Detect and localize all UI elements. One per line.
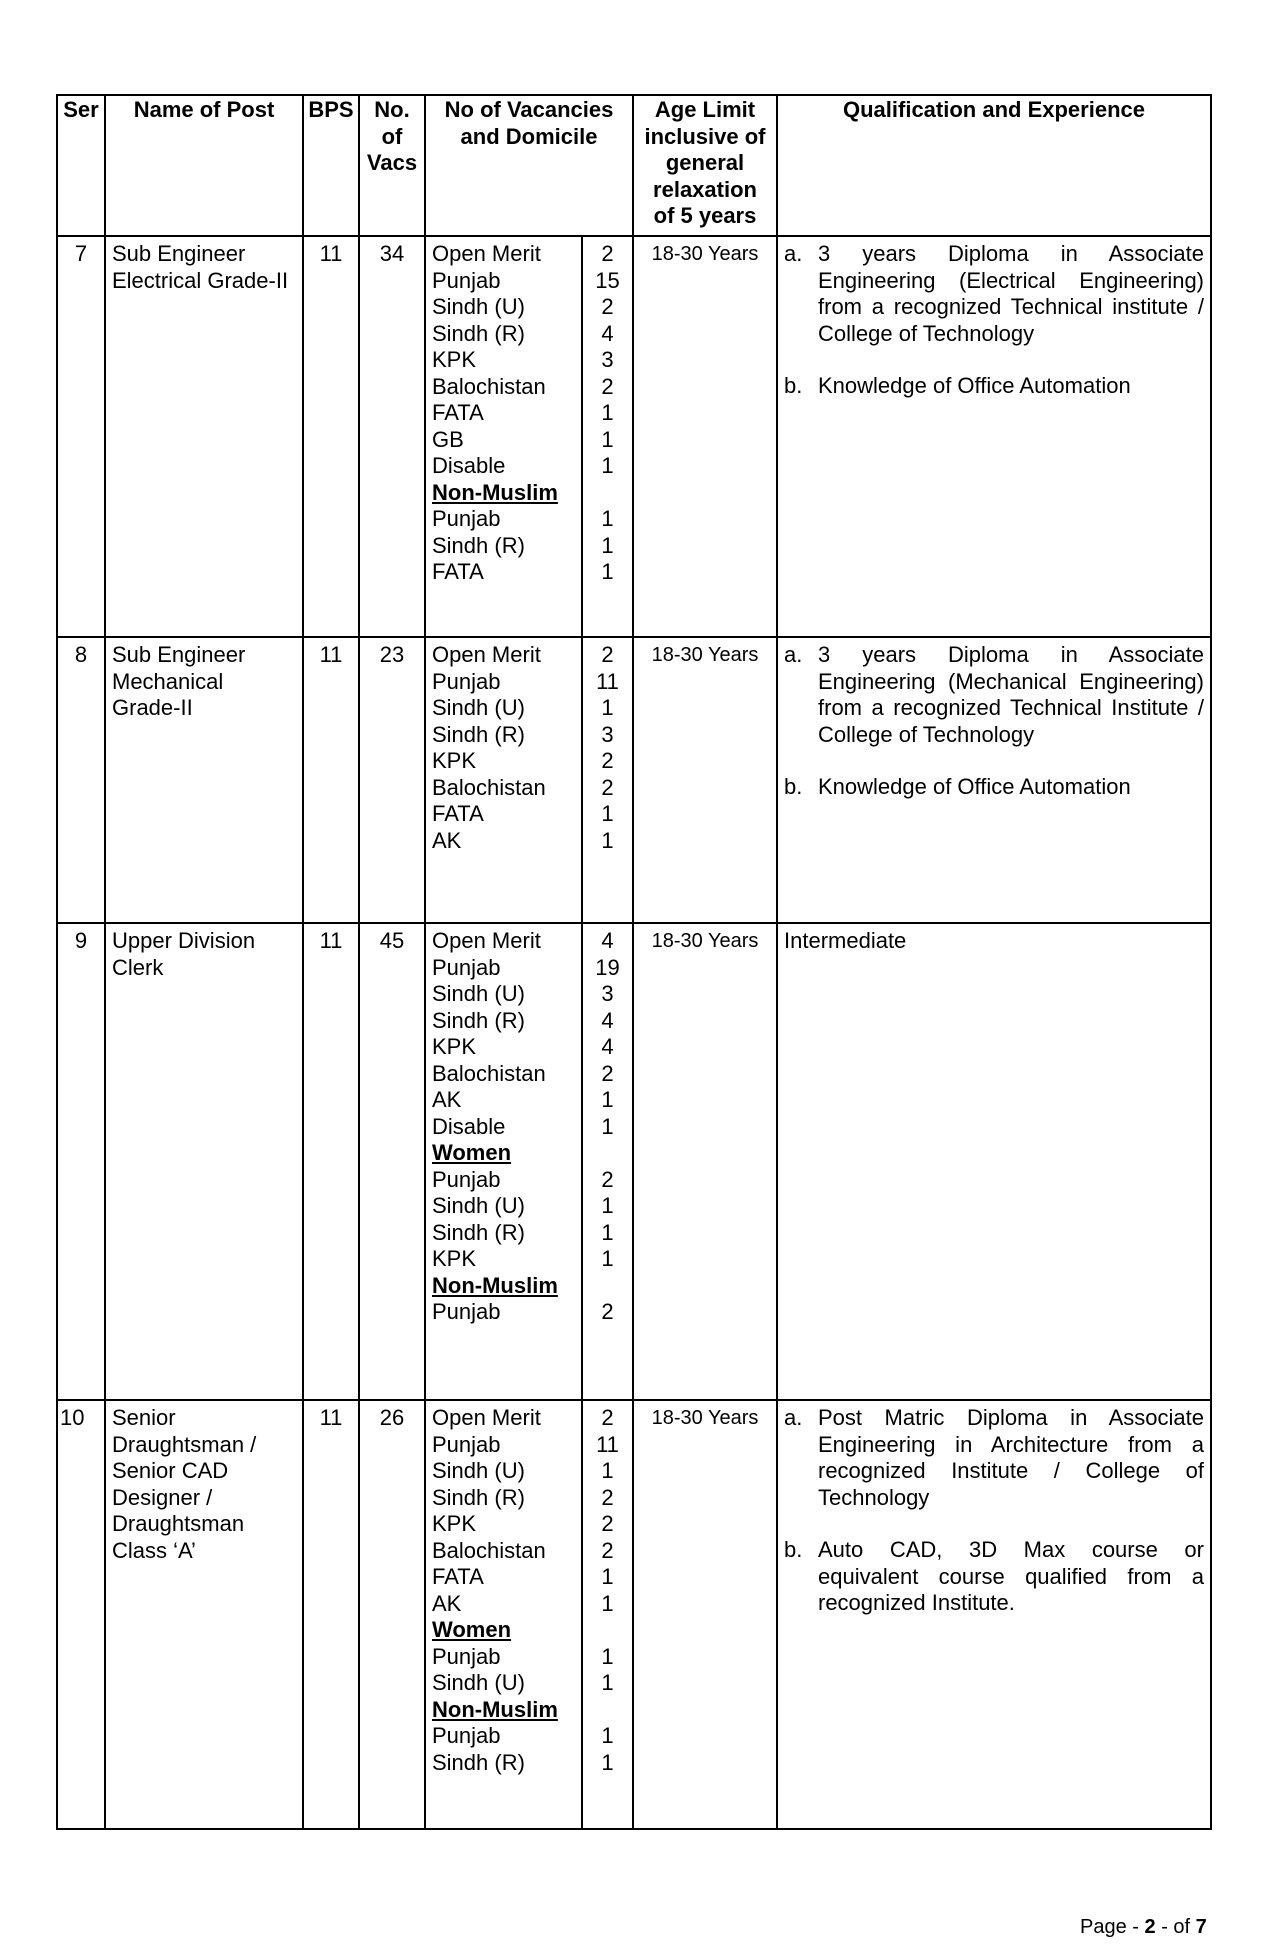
bps-cell: 11	[303, 637, 359, 923]
domicile-label: Sindh (R)	[432, 532, 525, 558]
domicile-label: Sindh (U)	[432, 1670, 525, 1695]
domicile-count: 1	[601, 1564, 614, 1589]
domicile-labels-cell	[425, 1400, 582, 1829]
domicile-count: 11	[596, 668, 619, 694]
domicile-label: Balochistan	[432, 1060, 546, 1086]
domicile-count: 3	[601, 721, 614, 747]
domicile-count: 1	[601, 1458, 614, 1483]
bps-cell: 11	[303, 236, 359, 637]
age-limit-cell: 18-30 Years	[633, 236, 777, 637]
domicile-count: 4	[601, 320, 614, 346]
post-name-cell: Sub Engineer Mechanical Grade-II	[105, 637, 303, 923]
domicile-count: 1	[601, 695, 614, 720]
domicile-count: 2	[601, 1484, 614, 1510]
domicile-count: 1	[601, 1219, 614, 1245]
age-limit-cell: 18-30 Years	[633, 637, 777, 923]
domicile-count: 1	[601, 506, 614, 531]
domicile-label: AK	[432, 827, 462, 853]
qualification-item	[784, 928, 1204, 955]
domicile-category: Women	[432, 1140, 512, 1165]
header-ser: Ser	[57, 95, 105, 236]
qualification-cell	[777, 923, 1211, 1400]
header-no-of-vacs: No. of Vacs	[359, 95, 425, 236]
header-qualification: Qualification and Experience	[777, 95, 1211, 236]
domicile-labels-cell	[425, 637, 582, 923]
domicile-count: 11	[596, 1431, 619, 1457]
domicile-count: 4	[601, 1007, 614, 1033]
domicile-label: Sindh (R)	[432, 721, 525, 747]
table-row	[57, 1400, 1211, 1829]
qualification-cell	[777, 236, 1211, 637]
domicile-labels-cell	[425, 923, 582, 1400]
vacs-cell: 45	[359, 923, 425, 1400]
table-row	[57, 923, 1211, 1400]
domicile-count: 2	[601, 1299, 614, 1324]
domicile-label: Sindh (R)	[432, 1219, 525, 1245]
domicile-count: 2	[601, 1060, 614, 1086]
footer-middle: - of	[1161, 1916, 1191, 1938]
domicile-count: 2	[601, 748, 614, 773]
domicile-counts-cell	[582, 1400, 633, 1829]
qualification-item	[784, 373, 1204, 400]
domicile-count: 3	[601, 981, 614, 1006]
domicile-label: Sindh (R)	[432, 1007, 525, 1033]
footer-total-pages: 7	[1195, 1916, 1207, 1938]
domicile-count: 2	[601, 373, 614, 399]
domicile-label: Sindh (U)	[432, 1193, 525, 1218]
domicile-category: Women	[432, 1617, 512, 1642]
post-name-cell: Sub Engineer Electrical Grade-II	[105, 236, 303, 637]
domicile-count: 1	[601, 1749, 614, 1775]
domicile-count: 4	[601, 928, 614, 953]
domicile-count	[589, 1617, 626, 1644]
domicile-category: Non-Muslim	[432, 479, 558, 505]
qualification-text: Auto CAD, 3D Max course or equivalent course qualified from a recognized Institute.	[818, 1537, 1204, 1615]
qualification-item	[784, 1537, 1204, 1617]
qualification-text: 3 years Diploma in Associate Engineering (Electrical Engineering) from a recognized Technical institute / College of Technology	[818, 241, 1204, 346]
qualification-text: Knowledge of Office Automation	[818, 774, 1131, 799]
domicile-label: Balochistan	[432, 373, 546, 399]
domicile-count: 1	[601, 1723, 614, 1748]
domicile-labels-cell	[425, 236, 582, 637]
qualification-item	[784, 642, 1204, 748]
bps-cell: 11	[303, 923, 359, 1400]
qualification-cell	[777, 1400, 1211, 1829]
domicile-count: 2	[601, 294, 614, 319]
domicile-label: FATA	[432, 400, 484, 425]
domicile-count: 1	[601, 426, 614, 452]
domicile-count: 1	[601, 400, 614, 425]
domicile-label: GB	[432, 426, 464, 452]
domicile-label: Disable	[432, 1113, 506, 1139]
domicile-label: Open Merit	[432, 1405, 541, 1430]
domicile-label: Punjab	[432, 1723, 501, 1748]
qualification-marker: b.	[784, 1537, 803, 1562]
domicile-count: 1	[601, 559, 614, 584]
domicile-label: Open Merit	[432, 241, 541, 266]
domicile-label: KPK	[432, 748, 477, 773]
table-row	[57, 637, 1211, 923]
domicile-count: 1	[601, 1113, 614, 1139]
domicile-count: 2	[601, 1405, 614, 1430]
age-limit-cell: 18-30 Years	[633, 923, 777, 1400]
domicile-label: Sindh (U)	[432, 294, 525, 319]
header-bps: BPS	[303, 95, 359, 236]
vacs-cell: 34	[359, 236, 425, 637]
domicile-count: 1	[601, 1246, 614, 1271]
table-header-row	[57, 95, 1211, 236]
qualification-marker: a.	[784, 642, 803, 667]
domicile-count	[589, 1697, 626, 1724]
domicile-label: Punjab	[432, 1299, 501, 1324]
domicile-counts-cell	[582, 236, 633, 637]
domicile-label: Punjab	[432, 668, 501, 694]
domicile-label: FATA	[432, 1564, 484, 1589]
qualification-cell	[777, 637, 1211, 923]
domicile-label: AK	[432, 1590, 462, 1616]
domicile-label: Sindh (R)	[432, 1484, 525, 1510]
domicile-label: Punjab	[432, 1431, 501, 1457]
ser-cell: 9	[57, 923, 105, 1400]
vacs-cell: 26	[359, 1400, 425, 1829]
ser-cell: 8	[57, 637, 105, 923]
domicile-count: 2	[601, 774, 614, 800]
qualification-marker: a.	[784, 1405, 803, 1430]
qualification-text: Knowledge of Office Automation	[818, 373, 1131, 398]
domicile-count: 2	[601, 1537, 614, 1563]
domicile-label: Punjab	[432, 1643, 501, 1669]
post-name-cell: Senior Draughtsman / Senior CAD Designer / Draughtsman Class ‘A’	[105, 1400, 303, 1829]
domicile-label: KPK	[432, 1246, 477, 1271]
domicile-label: Punjab	[432, 1166, 501, 1192]
domicile-count: 1	[601, 1670, 614, 1695]
post-name-cell: Upper Division Clerk	[105, 923, 303, 1400]
footer-page-number: 2	[1144, 1916, 1156, 1938]
qualification-item	[784, 774, 1204, 801]
qualification-item	[784, 1405, 1204, 1511]
ser-cell: 10	[57, 1400, 105, 1829]
header-age-limit: Age Limit inclusive of general relaxation of 5 years	[633, 95, 777, 236]
domicile-label: Sindh (R)	[432, 1749, 525, 1775]
domicile-count: 2	[601, 1511, 614, 1536]
vacs-cell: 23	[359, 637, 425, 923]
qualification-text: Intermediate	[784, 928, 907, 953]
header-vacancies-domicile: No of Vacancies and Domicile	[425, 95, 633, 236]
domicile-label: Balochistan	[432, 1537, 546, 1563]
footer-prefix: Page -	[1080, 1916, 1139, 1938]
qualification-item	[784, 241, 1204, 347]
domicile-label: FATA	[432, 559, 484, 584]
qualification-marker: a.	[784, 241, 803, 266]
domicile-label: Sindh (U)	[432, 981, 525, 1006]
domicile-label: FATA	[432, 801, 484, 826]
domicile-count: 4	[601, 1034, 614, 1059]
domicile-label: Punjab	[432, 506, 501, 531]
table-row	[57, 236, 1211, 637]
domicile-label: Punjab	[432, 954, 501, 980]
qualification-text: Post Matric Diploma in Associate Engineering in Architecture from a recognized Institute / College of Technology	[818, 1405, 1204, 1510]
domicile-label: Punjab	[432, 267, 501, 293]
domicile-count	[589, 1140, 626, 1167]
domicile-count	[589, 480, 626, 507]
domicile-label: Disable	[432, 453, 506, 478]
domicile-count: 1	[601, 532, 614, 558]
domicile-count: 2	[601, 241, 614, 266]
domicile-count: 1	[601, 453, 614, 478]
age-limit-cell: 18-30 Years	[633, 1400, 777, 1829]
domicile-category: Non-Muslim	[432, 1272, 558, 1298]
domicile-count: 1	[601, 1193, 614, 1218]
domicile-label: Sindh (U)	[432, 1458, 525, 1483]
header-name-of-post: Name of Post	[105, 95, 303, 236]
domicile-count: 1	[601, 1590, 614, 1616]
qualification-marker: b.	[784, 774, 803, 799]
domicile-count	[589, 1273, 626, 1300]
domicile-label: AK	[432, 1087, 462, 1112]
bps-cell: 11	[303, 1400, 359, 1829]
domicile-count: 1	[601, 827, 614, 853]
table-body	[57, 236, 1211, 1829]
vacancies-table	[56, 94, 1212, 1830]
page-footer	[1080, 1916, 1207, 1939]
qualification-marker: b.	[784, 373, 803, 398]
domicile-counts-cell	[582, 923, 633, 1400]
domicile-label: Open Merit	[432, 642, 541, 667]
domicile-count: 1	[601, 1643, 614, 1669]
ser-cell: 7	[57, 236, 105, 637]
domicile-label: KPK	[432, 1511, 477, 1536]
domicile-count: 2	[601, 642, 614, 667]
domicile-label: Balochistan	[432, 774, 546, 800]
qualification-text: 3 years Diploma in Associate Engineering (Mechanical Engineering) from a recognized Technical Institute / College of Technology	[818, 642, 1204, 747]
domicile-count: 3	[601, 347, 614, 372]
domicile-count: 1	[601, 801, 614, 826]
domicile-label: Open Merit	[432, 928, 541, 953]
domicile-label: KPK	[432, 347, 477, 372]
domicile-count: 2	[601, 1166, 614, 1192]
domicile-counts-cell	[582, 637, 633, 923]
domicile-count: 15	[595, 267, 620, 293]
domicile-category: Non-Muslim	[432, 1696, 558, 1722]
domicile-label: Sindh (R)	[432, 320, 525, 346]
domicile-label: KPK	[432, 1034, 477, 1059]
domicile-count: 19	[595, 954, 620, 980]
domicile-label: Sindh (U)	[432, 695, 525, 720]
domicile-count: 1	[601, 1087, 614, 1112]
